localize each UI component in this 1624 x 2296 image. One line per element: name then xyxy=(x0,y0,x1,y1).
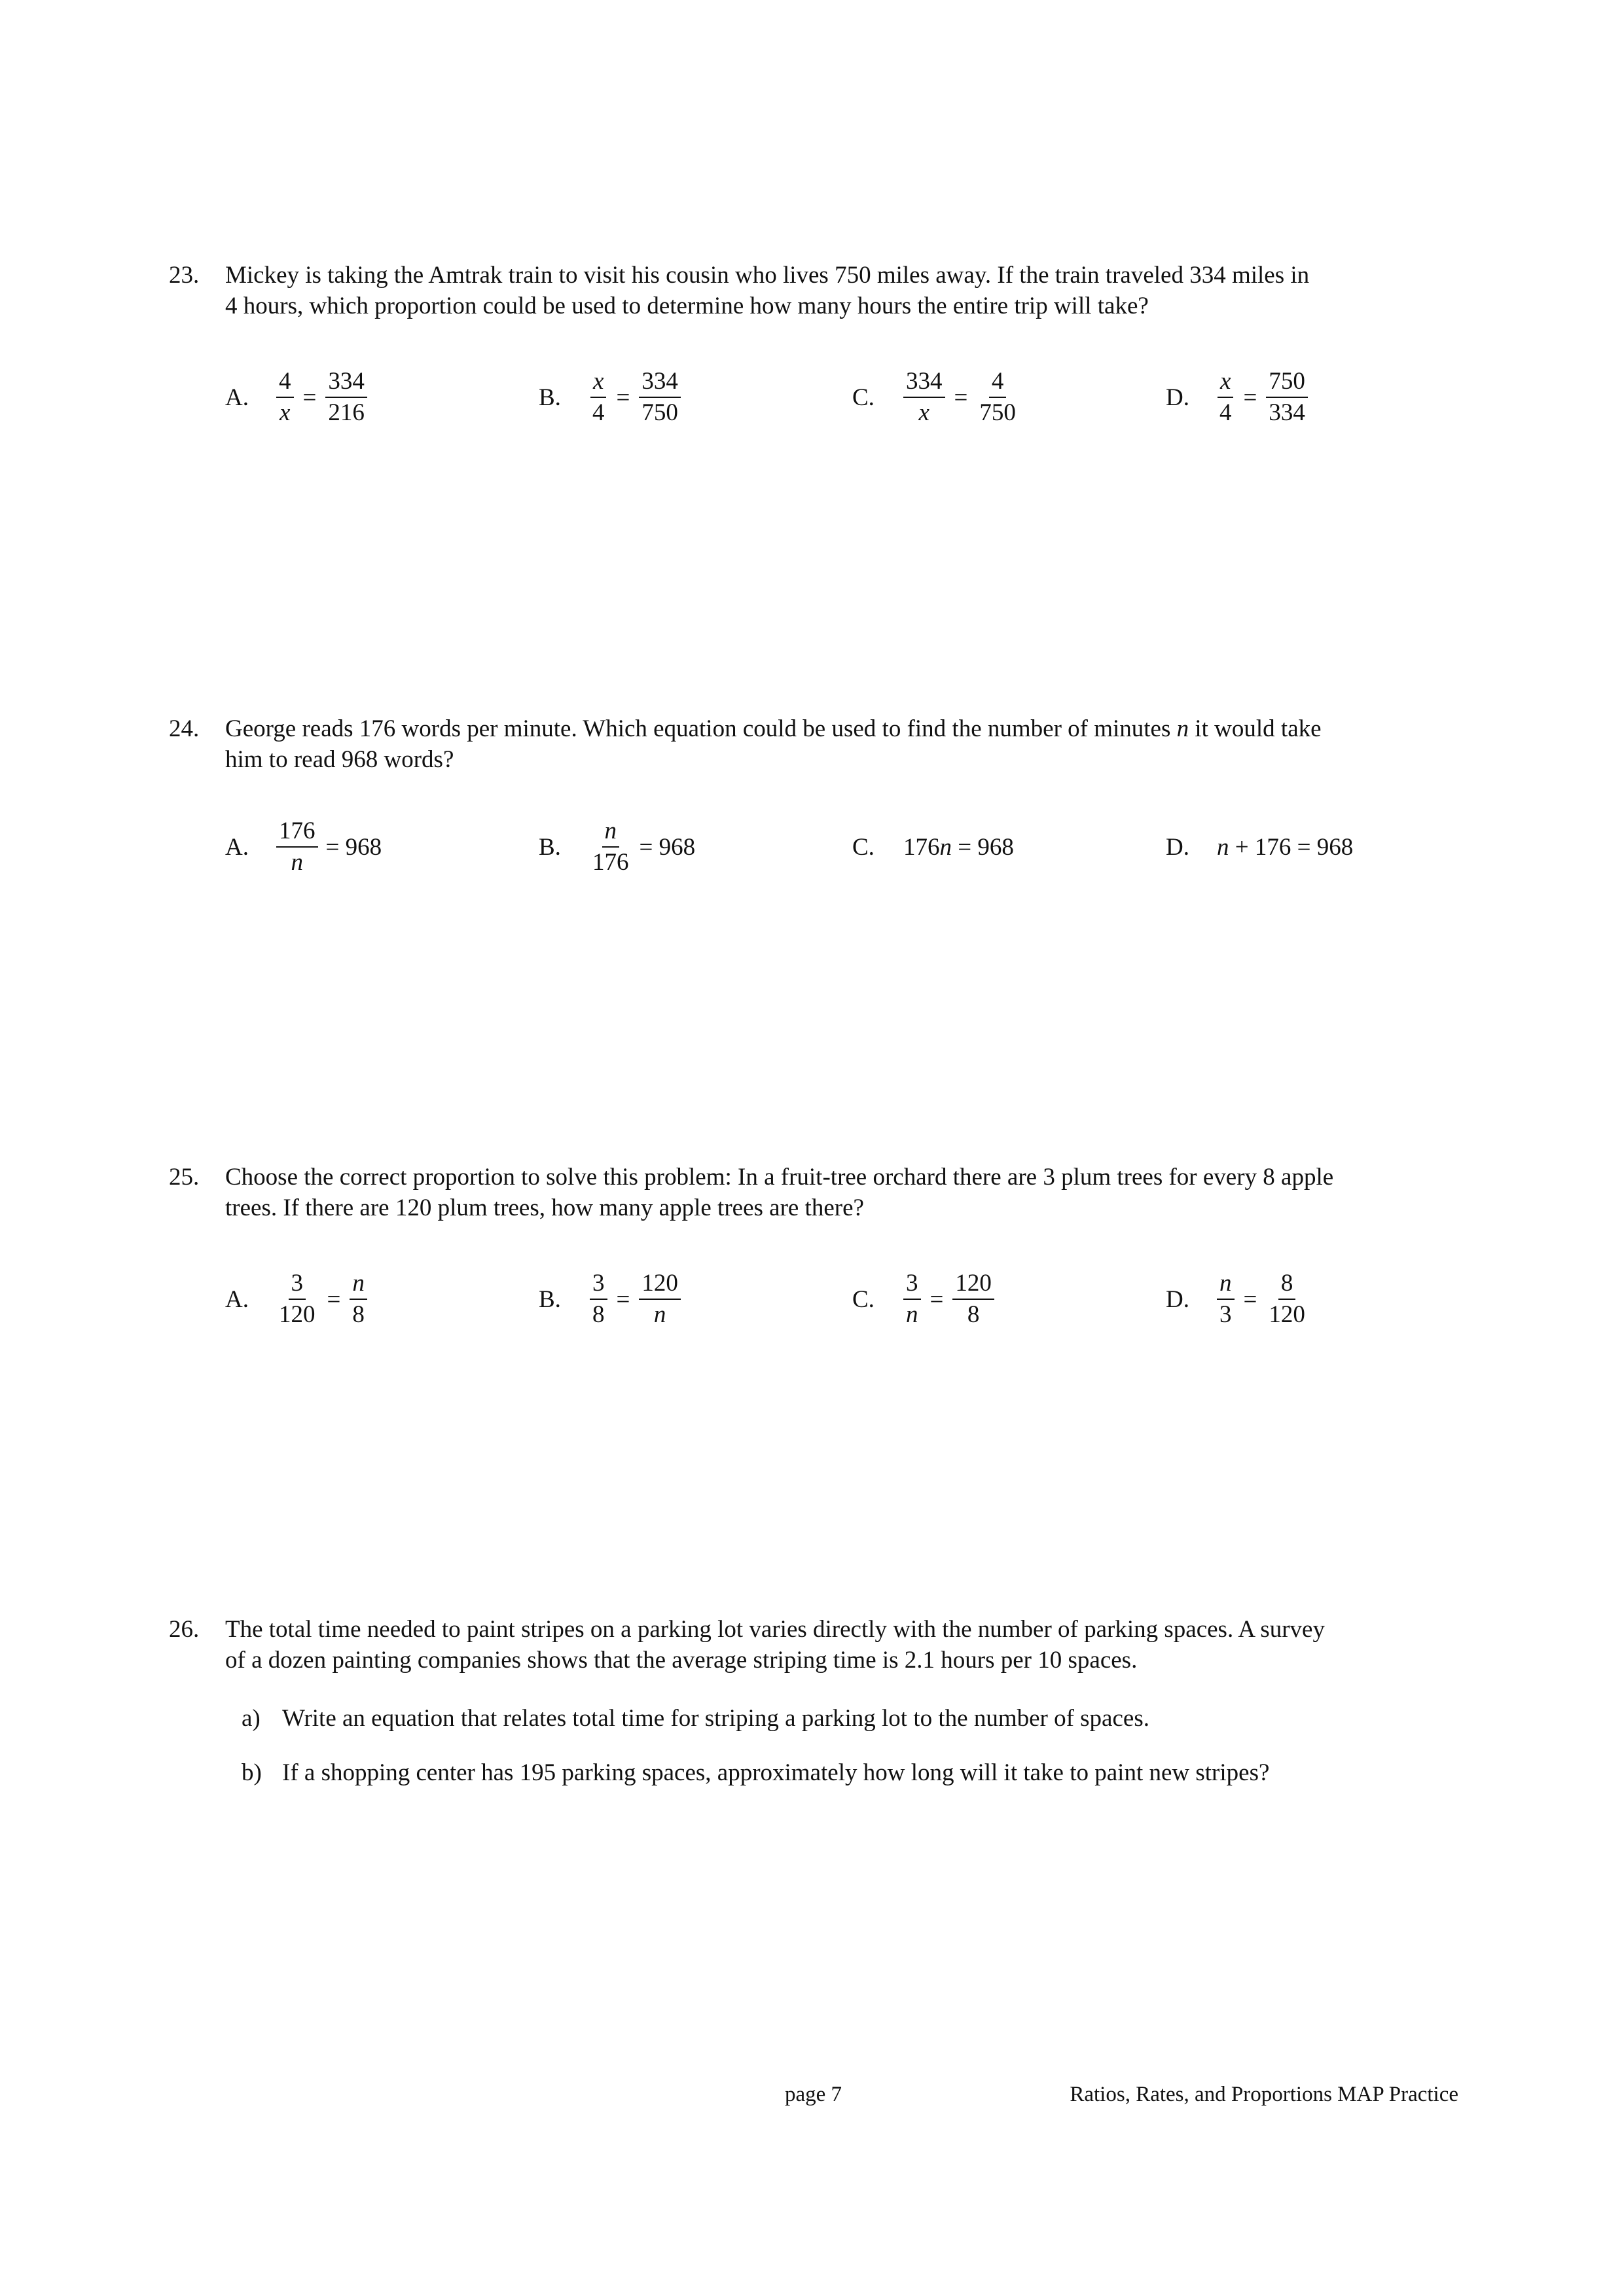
page-number: page 7 xyxy=(785,2083,842,2106)
subpart-label: a) xyxy=(242,1705,261,1732)
option-24-b[interactable]: B. $\frac{n}{176}$ = 968 xyxy=(539,816,695,878)
option-label: C. xyxy=(852,834,875,861)
option-24-d[interactable]: D. n + 176 = 968 xyxy=(1166,834,1354,861)
option-23-b[interactable]: B. $\frac{x}{4}$ = $\frac{334}{750}$ xyxy=(539,367,681,428)
option-24-c[interactable]: C. 176n = 968 xyxy=(852,834,1014,861)
option-23-a[interactable]: A. $\frac{4}{x}$ = $\frac{334}{216}$ xyxy=(225,367,367,428)
option-24-a[interactable]: A. $\frac{176}{n}$ = 968 xyxy=(225,816,382,878)
option-25-d[interactable]: D. $\frac{n}{3}$ = $\frac{8}{120}$ xyxy=(1166,1268,1308,1330)
fraction: $\frac{8}{120}$ xyxy=(1269,1270,1305,1328)
option-label: D. xyxy=(1166,384,1189,411)
question-number: 23. xyxy=(169,262,200,289)
option-25-a[interactable]: A. $\frac{3}{120}$ = $\frac{n}{8}$ xyxy=(225,1268,367,1330)
option-label: D. xyxy=(1166,1285,1189,1313)
fraction: $\frac{120}{8}$ xyxy=(952,1268,994,1330)
fraction: $\frac{3}{n}$ xyxy=(903,1268,921,1330)
footer-title: Ratios, Rates, and Proportions MAP Practice xyxy=(1070,2083,1458,2106)
question-number: 26. xyxy=(169,1616,200,1643)
fraction: $\frac{750}{334}$ xyxy=(1266,367,1308,428)
fraction: $\frac{120}{n}$ xyxy=(639,1268,681,1330)
question-text: George reads 176 words per minute. Which equation could be used to find the number of minutes n it would take him to read 968 words? xyxy=(225,715,1322,773)
fraction: $\frac{x}{4}$ xyxy=(1217,367,1235,428)
option-25-b[interactable]: B. $\frac{3}{8}$ = $\frac{120}{n}$ xyxy=(539,1268,681,1330)
question-text: The total time needed to paint stripes on a parking lot varies directly with the number of parking spaces. A survey of a dozen painting companies shows that the average striping time is 2.1 hours per 10 spaces. xyxy=(225,1616,1325,1674)
fraction: $\frac{334}{x}$ xyxy=(903,367,945,428)
fraction: $\frac{4}{750}$ xyxy=(979,368,1016,426)
subpart-text: Write an equation that relates total time for striping a parking lot to the number of spaces. xyxy=(282,1705,1149,1732)
subpart-26-b xyxy=(242,1757,1269,1788)
question-text: Choose the correct proportion to solve this problem: In a fruit-tree orchard there are 3 plum trees for every 8 apple trees. If there are 120 plum trees, how many apple trees are there? xyxy=(225,1164,1334,1221)
fraction: $\frac{4}{x}$ xyxy=(276,367,294,428)
fraction: $\frac{334}{216}$ xyxy=(325,367,367,428)
option-label: A. xyxy=(225,833,249,861)
subpart-label: b) xyxy=(242,1759,262,1786)
option-23-d[interactable]: D. $\frac{x}{4}$ = $\frac{750}{334}$ xyxy=(1166,367,1308,428)
fraction: $\frac{n}{176}$ xyxy=(592,817,629,876)
subpart-text: If a shopping center has 195 parking spaces, approximately how long will it take to paint new stripes? xyxy=(282,1759,1270,1786)
fraction: $\frac{x}{4}$ xyxy=(590,367,607,428)
fraction: $\frac{n}{3}$ xyxy=(1217,1268,1235,1330)
option-label: C. xyxy=(852,384,875,411)
option-23-c[interactable]: C. $\frac{334}{x}$ = $\frac{4}{750}$ xyxy=(852,367,1019,428)
fraction: $\frac{334}{750}$ xyxy=(639,367,681,428)
fraction: $\frac{n}{8}$ xyxy=(350,1268,367,1330)
fraction: $\frac{176}{n}$ xyxy=(276,816,318,878)
option-label: B. xyxy=(539,384,561,411)
question-text: Mickey is taking the Amtrak train to visit his cousin who lives 750 miles away. If the train traveled 334 miles in 4 hours, which proportion could be used to determine how many hours the entire trip will take? xyxy=(225,262,1310,319)
option-label: A. xyxy=(225,1285,249,1313)
fraction: $\frac{3}{8}$ xyxy=(590,1268,607,1330)
option-label: B. xyxy=(539,1285,561,1313)
option-25-c[interactable]: C. $\frac{3}{n}$ = $\frac{120}{8}$ xyxy=(852,1268,994,1330)
option-label: A. xyxy=(225,384,249,411)
option-label: D. xyxy=(1166,834,1189,861)
question-number: 24. xyxy=(169,715,200,742)
subpart-26-a xyxy=(242,1703,1149,1734)
option-label: C. xyxy=(852,1285,875,1313)
option-label: B. xyxy=(539,833,561,861)
fraction: $\frac{3}{120}$ xyxy=(279,1270,316,1328)
question-number: 25. xyxy=(169,1164,200,1191)
